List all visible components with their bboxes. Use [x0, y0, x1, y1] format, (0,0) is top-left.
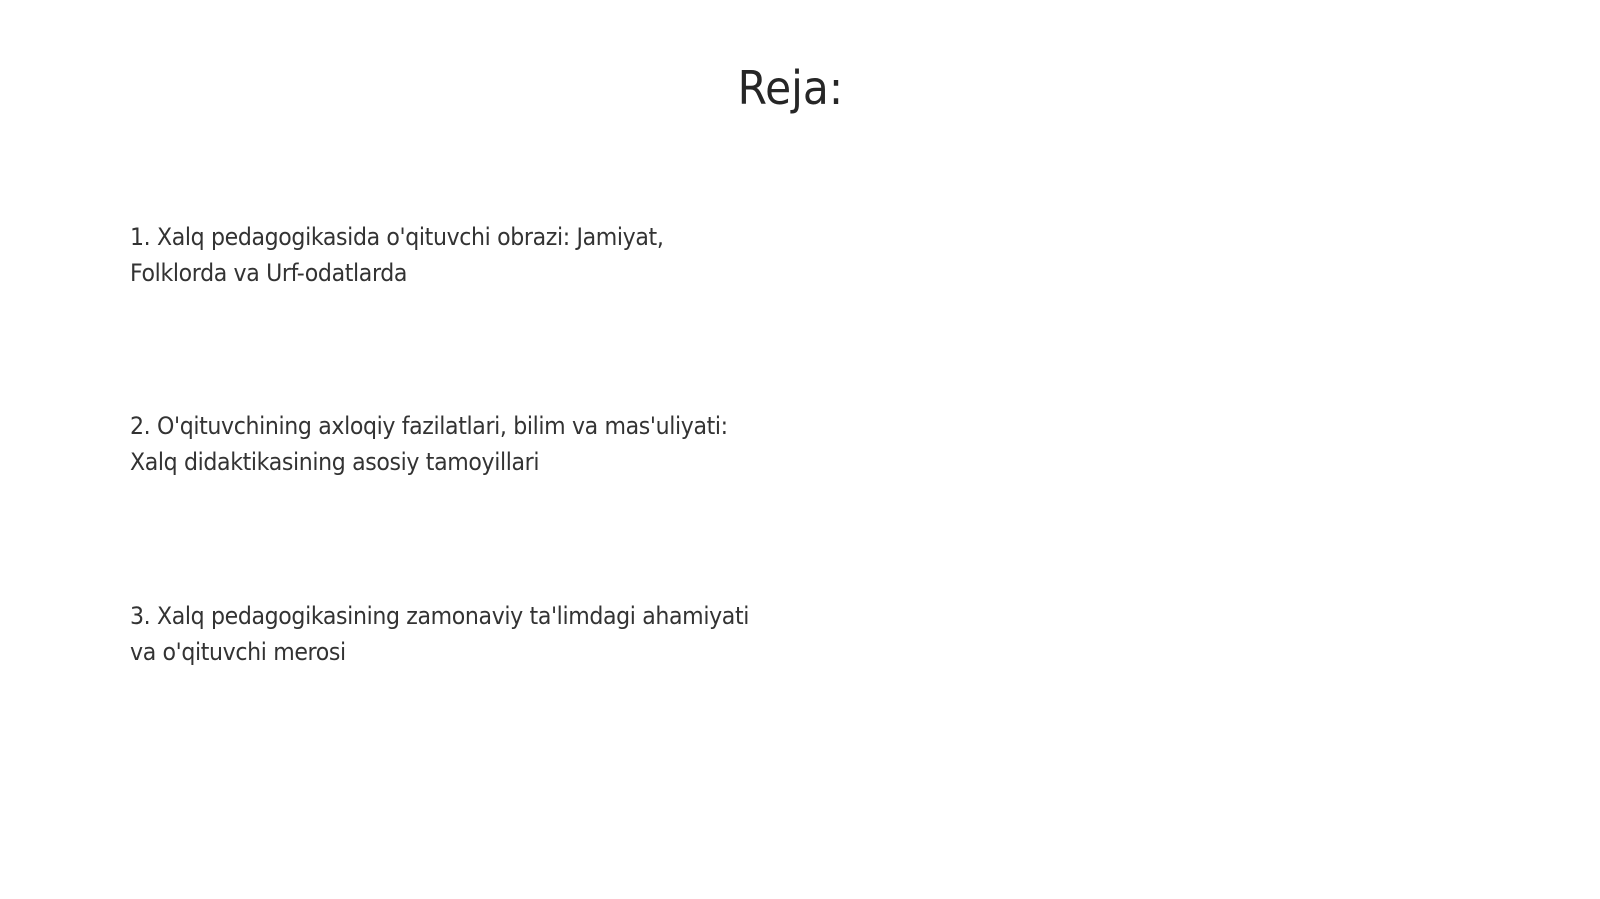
plan-item-1-line-1: 1. Xalq pedagogikasida o'qituvchi obrazi: Jamiyat, [130, 223, 664, 251]
plan-item-3 [130, 598, 792, 670]
slide-title [0, 58, 1600, 118]
plan-item-2-line-2: Xalq didaktikasining asosiy tamoyillari [130, 448, 540, 476]
plan-item-1 [130, 219, 792, 291]
plan-item-3-line-1: 3. Xalq pedagogikasining zamonaviy ta'limdagi ahamiyati [130, 602, 750, 630]
plan-item-3-line-2: va o'qituvchi merosi [130, 638, 346, 666]
plan-item-2-line-1: 2. O'qituvchining axloqiy fazilatlari, bilim va mas'uliyati: [130, 412, 728, 440]
slide-title-text: Reja: [737, 61, 843, 115]
plan-item-2 [130, 408, 792, 480]
plan-item-1-line-2: Folklorda va Urf-odatlarda [130, 259, 408, 287]
